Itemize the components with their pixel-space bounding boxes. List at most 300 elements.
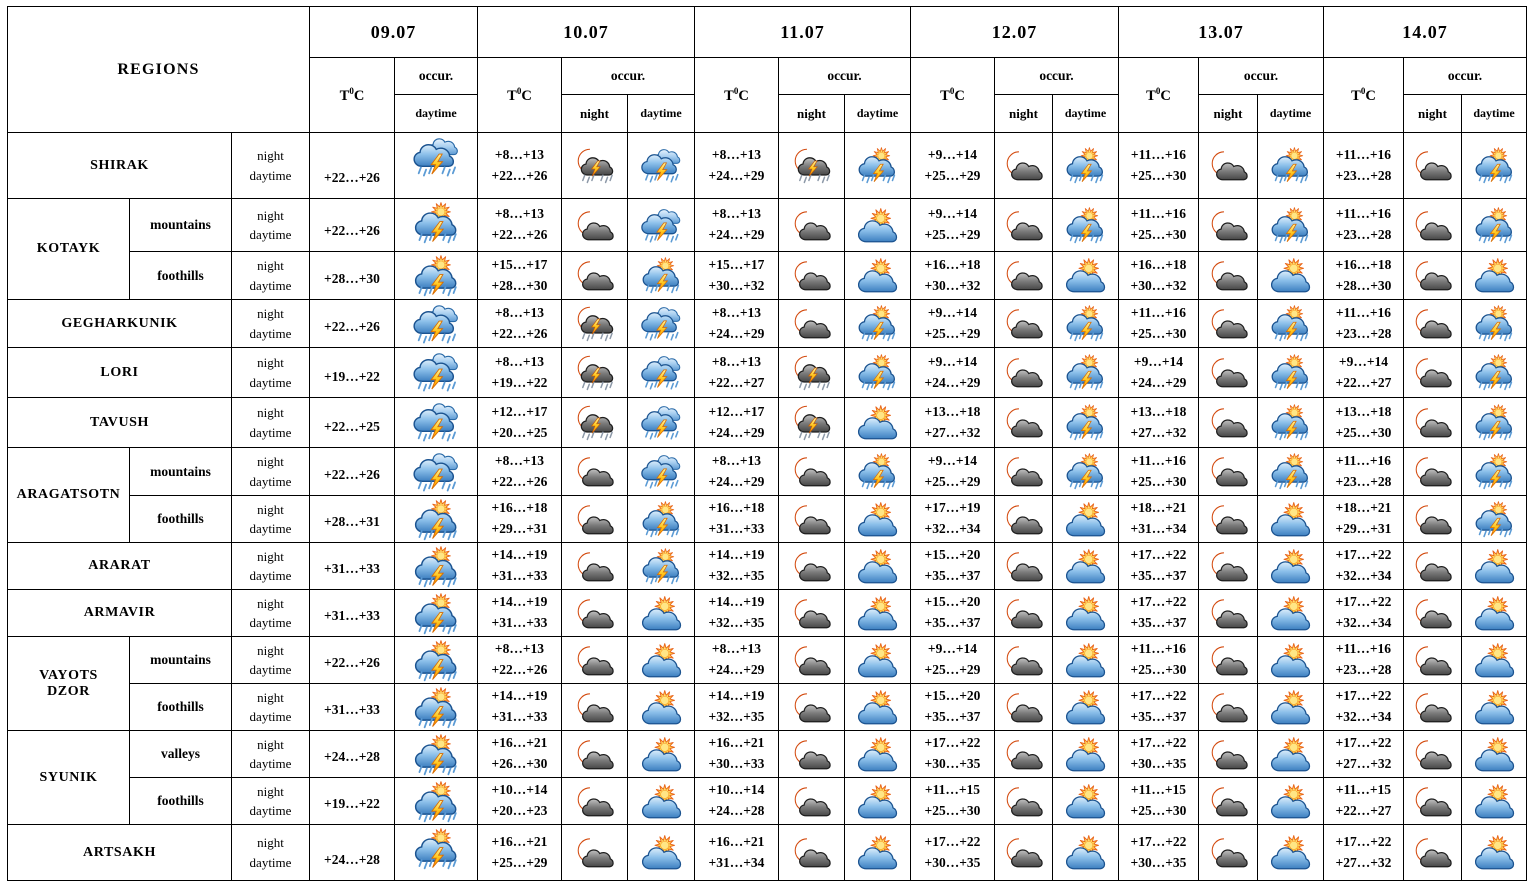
weather-cell [1199,496,1258,543]
night-cloud-icon [790,736,833,773]
night-daytime-label: night daytime [232,778,310,825]
night-cloud-icon [1002,354,1045,391]
weather-cell [1462,252,1527,300]
night-cloud-icon [1207,783,1250,820]
night-daytime-label: night daytime [232,825,310,881]
sun-thunderstorm-icon [412,546,461,588]
header-night: night [995,95,1053,133]
table-row [8,825,1527,881]
sun-thunderstorm-icon [640,257,683,294]
sun-thunderstorm-icon [412,828,461,870]
temp-cell: +19…+22 [310,778,395,825]
night-cloud-icon [1411,501,1454,538]
partly-cloudy-day-icon [1064,257,1107,294]
header-occur: occur. [995,58,1119,95]
weather-cell [1258,731,1324,778]
weather-cell [995,825,1053,881]
weather-cell [1053,590,1119,637]
sun-thunderstorm-icon [412,593,461,635]
night-cloud-icon [790,689,833,726]
night-cloud-icon [790,595,833,632]
weather-cell [628,133,695,199]
header-daytime: daytime [1053,95,1119,133]
table-row [8,637,1527,684]
region-kotayk: KOTAYK [8,199,130,300]
night-daytime-label: night daytime [232,252,310,300]
sun-thunderstorm-icon [412,499,461,541]
night-cloud-icon [790,501,833,538]
header-night: night [1404,95,1462,133]
region-lori: LORI [8,348,232,398]
temp-cell: +8…+13 +22…+26 [478,133,562,199]
weather-cell [779,684,845,731]
weather-cell [628,684,695,731]
partly-cloudy-day-icon [640,736,683,773]
header-date-10-07: 10.07 [478,7,695,58]
weather-cell [1404,199,1462,252]
sun-thunderstorm-icon [1269,305,1312,342]
weather-cell [1258,778,1324,825]
night-daytime-label: night daytime [232,300,310,348]
partly-cloudy-day-icon [1269,595,1312,632]
header-date-13-07: 13.07 [1119,7,1324,58]
weather-cell [628,590,695,637]
temp-cell: +24…+28 [310,825,395,881]
weather-cell [395,825,478,881]
night-cloud-icon [790,642,833,679]
night-thunderstorm-icon [790,404,833,441]
night-cloud-icon [1411,305,1454,342]
day-thunderstorm-icon [412,303,461,345]
night-daytime-label: night daytime [232,684,310,731]
temp-cell: +17…+22 +32…+34 [1324,543,1404,590]
weather-cell [1404,448,1462,496]
night-cloud-icon [1411,207,1454,244]
sun-thunderstorm-icon [1269,147,1312,184]
header-temp: $T^0C$ [911,58,995,133]
weather-cell [628,448,695,496]
weather-cell [1258,133,1324,199]
night-cloud-icon [790,305,833,342]
temp-cell: +31…+33 [310,684,395,731]
sun-thunderstorm-icon [412,202,461,244]
table-row [8,448,1527,496]
partly-cloudy-day-icon [1064,736,1107,773]
weather-cell [995,199,1053,252]
weather-cell [1462,825,1527,881]
night-cloud-icon [1207,689,1250,726]
header-temp: $T^0C$ [1324,58,1404,133]
partly-cloudy-day-icon [1064,783,1107,820]
weather-cell [1404,252,1462,300]
temp-cell: +14…+19 +31…+33 [478,684,562,731]
region-tavush: TAVUSH [8,398,232,448]
night-cloud-icon [1002,404,1045,441]
weather-cell [562,199,628,252]
weather-cell [845,543,911,590]
weather-cell [845,199,911,252]
night-cloud-icon [1207,147,1250,184]
weather-cell [779,448,845,496]
weather-cell [562,778,628,825]
partly-cloudy-day-icon [1473,689,1516,726]
partly-cloudy-day-icon [1473,834,1516,871]
sun-thunderstorm-icon [640,501,683,538]
partly-cloudy-day-icon [1473,642,1516,679]
header-regions: REGIONS [8,7,310,133]
temp-cell: +28…+31 [310,496,395,543]
sun-thunderstorm-icon [412,255,461,297]
temp-cell: +11…+15 +25…+30 [1119,778,1199,825]
sun-thunderstorm-icon [856,305,899,342]
temp-cell: +16…+21 +25…+29 [478,825,562,881]
night-cloud-icon [790,207,833,244]
partly-cloudy-day-icon [640,642,683,679]
night-cloud-icon [1411,404,1454,441]
header-temp: $T^0C$ [310,58,395,133]
weather-cell [1462,300,1527,348]
weather-cell [1199,778,1258,825]
night-cloud-icon [1002,305,1045,342]
weather-cell [1462,496,1527,543]
sun-thunderstorm-icon [856,453,899,490]
night-cloud-icon [1411,595,1454,632]
weather-cell [845,590,911,637]
day-thunderstorm-icon [640,404,683,441]
temp-cell: +11…+16 +23…+28 [1324,448,1404,496]
sun-thunderstorm-icon [1473,453,1516,490]
temp-cell: +22…+25 [310,398,395,448]
weather-cell [995,348,1053,398]
weather-cell [995,778,1053,825]
night-cloud-icon [1207,305,1250,342]
night-daytime-label: night daytime [232,543,310,590]
partly-cloudy-day-icon [1473,783,1516,820]
partly-cloudy-day-icon [856,548,899,585]
weather-cell [628,825,695,881]
region-aragatsotn: ARAGATSOTN [8,448,130,543]
weather-cell [395,684,478,731]
subregion-foothills: foothills [130,252,232,300]
header-occur: occur. [395,58,478,95]
partly-cloudy-day-icon [856,642,899,679]
night-cloud-icon [1002,595,1045,632]
weather-cell [1404,684,1462,731]
weather-cell [779,637,845,684]
weather-cell [1053,448,1119,496]
day-thunderstorm-icon [640,453,683,490]
weather-cell [562,348,628,398]
header-date-11-07: 11.07 [695,7,911,58]
weather-cell [395,398,478,448]
subregion-vayots-dzor-mountains: mountains [130,637,232,684]
temp-cell: +14…+19 +31…+33 [478,543,562,590]
temp-cell: +14…+19 +32…+35 [695,543,779,590]
header-daytime: daytime [628,95,695,133]
partly-cloudy-day-icon [1064,548,1107,585]
temp-cell: +15…+20 +35…+37 [911,684,995,731]
temp-cell: +17…+22 +32…+34 [1324,590,1404,637]
weather-cell [1199,348,1258,398]
sun-thunderstorm-icon [1064,404,1107,441]
temp-cell: +13…+18 +25…+30 [1324,398,1404,448]
weather-cell [395,133,478,199]
header-date-14-07: 14.07 [1324,7,1527,58]
night-cloud-icon [1207,207,1250,244]
night-cloud-icon [573,595,616,632]
weather-cell [779,825,845,881]
night-cloud-icon [1002,736,1045,773]
header-temp: $T^0C$ [695,58,779,133]
sun-thunderstorm-icon [1269,453,1312,490]
weather-cell [1258,496,1324,543]
weather-cell [395,448,478,496]
weather-cell [779,348,845,398]
temp-cell: +16…+21 +31…+34 [695,825,779,881]
temp-cell: +8…+13 +22…+26 [478,448,562,496]
weather-cell [628,348,695,398]
night-cloud-icon [1411,736,1454,773]
temp-cell: +31…+33 [310,590,395,637]
weather-cell [1258,543,1324,590]
temp-cell: +17…+22 +30…+35 [911,731,995,778]
night-cloud-icon [573,834,616,871]
temp-cell: +22…+26 [310,133,395,199]
weather-cell [1199,448,1258,496]
sun-thunderstorm-icon [1473,207,1516,244]
weather-cell [1462,590,1527,637]
temp-cell: +11…+16 +25…+30 [1119,133,1199,199]
partly-cloudy-day-icon [1269,783,1312,820]
partly-cloudy-day-icon [640,834,683,871]
temp-cell: +8…+13 +24…+29 [695,133,779,199]
weather-cell [995,398,1053,448]
weather-cell [995,252,1053,300]
weather-cell [628,252,695,300]
weather-cell [995,496,1053,543]
table-row [8,778,1527,825]
weather-cell [779,398,845,448]
weather-cell [395,637,478,684]
sun-thunderstorm-icon [1064,453,1107,490]
weather-cell [1462,684,1527,731]
header-occur: occur. [1199,58,1324,95]
partly-cloudy-day-icon [1064,689,1107,726]
weather-cell [995,133,1053,199]
night-thunderstorm-icon [573,305,616,342]
weather-cell [779,590,845,637]
weather-cell [1053,199,1119,252]
temp-cell: +13…+18 +27…+32 [911,398,995,448]
night-cloud-icon [1411,834,1454,871]
forecast-table [7,6,1527,881]
night-daytime-label: night daytime [232,637,310,684]
header-night: night [562,95,628,133]
partly-cloudy-day-icon [1269,548,1312,585]
temp-cell: +28…+30 [310,252,395,300]
weather-cell [1404,825,1462,881]
temp-cell: +17…+19 +32…+34 [911,496,995,543]
weather-cell [1199,543,1258,590]
night-cloud-icon [573,548,616,585]
sun-thunderstorm-icon [1269,207,1312,244]
region-gegharkunik: GEGHARKUNIK [8,300,232,348]
weather-cell [395,496,478,543]
weather-cell [1462,398,1527,448]
night-cloud-icon [1411,642,1454,679]
partly-cloudy-day-icon [856,834,899,871]
weather-cell [395,252,478,300]
partly-cloudy-day-icon [856,595,899,632]
weather-cell [779,543,845,590]
weather-cell [1258,348,1324,398]
header-temp: $T^0C$ [478,58,562,133]
weather-cell [628,398,695,448]
weather-cell [395,300,478,348]
header-daytime: daytime [1462,95,1527,133]
night-thunderstorm-icon [573,354,616,391]
sun-thunderstorm-icon [1064,305,1107,342]
night-cloud-icon [1207,834,1250,871]
sun-thunderstorm-icon [1064,207,1107,244]
weather-cell [1258,199,1324,252]
weather-cell [995,300,1053,348]
partly-cloudy-day-icon [856,207,899,244]
temp-cell: +18…+21 +29…+31 [1324,496,1404,543]
weather-cell [1053,300,1119,348]
partly-cloudy-day-icon [640,783,683,820]
weather-cell [562,543,628,590]
weather-cell [562,252,628,300]
weather-cell [1199,825,1258,881]
temp-cell: +12…+17 +24…+29 [695,398,779,448]
weather-cell [562,300,628,348]
day-thunderstorm-icon [640,207,683,244]
weather-cell [1053,637,1119,684]
weather-cell [1258,252,1324,300]
temp-cell: +14…+19 +32…+35 [695,590,779,637]
header-temp: $T^0C$ [1119,58,1199,133]
weather-cell [395,543,478,590]
temp-cell: +15…+20 +35…+37 [911,590,995,637]
partly-cloudy-day-icon [1064,595,1107,632]
temp-cell: +8…+13 +22…+26 [478,637,562,684]
sun-thunderstorm-icon [412,687,461,729]
sun-thunderstorm-icon [640,548,683,585]
weather-cell [995,543,1053,590]
temp-cell: +11…+16 +23…+28 [1324,300,1404,348]
weather-cell [562,496,628,543]
weather-cell [1053,684,1119,731]
weather-cell [1462,731,1527,778]
temp-cell: +9…+14 +25…+29 [911,133,995,199]
night-cloud-icon [1411,257,1454,294]
temp-cell: +17…+22 +30…+35 [1119,825,1199,881]
weather-cell [1404,133,1462,199]
temp-cell: +22…+26 [310,300,395,348]
weather-cell [779,731,845,778]
night-cloud-icon [1002,501,1045,538]
weather-cell [845,252,911,300]
night-cloud-icon [1207,736,1250,773]
weather-cell [395,348,478,398]
weather-cell [845,398,911,448]
temp-cell: +22…+26 [310,637,395,684]
temp-cell: +8…+13 +19…+22 [478,348,562,398]
weather-cell [779,133,845,199]
night-thunderstorm-icon [573,404,616,441]
weather-cell [1404,731,1462,778]
weather-cell [1199,252,1258,300]
temp-cell: +10…+14 +24…+28 [695,778,779,825]
night-cloud-icon [1411,147,1454,184]
table-row [8,731,1527,778]
table-row [8,684,1527,731]
weather-cell [845,825,911,881]
temp-cell: +11…+16 +25…+30 [1119,637,1199,684]
table-row [8,590,1527,637]
sun-thunderstorm-icon [1269,354,1312,391]
weather-cell [1199,133,1258,199]
weather-cell [1199,300,1258,348]
night-thunderstorm-icon [790,354,833,391]
header-date-09-07: 09.07 [310,7,478,58]
temp-cell: +16…+21 +26…+30 [478,731,562,778]
night-cloud-icon [1002,548,1045,585]
temp-cell: +8…+13 +22…+27 [695,348,779,398]
night-cloud-icon [573,783,616,820]
night-cloud-icon [1207,354,1250,391]
temp-cell: +14…+19 +31…+33 [478,590,562,637]
weather-cell [845,496,911,543]
night-cloud-icon [790,453,833,490]
table-row [8,252,1527,300]
temp-cell: +16…+18 +31…+33 [695,496,779,543]
weather-cell [628,778,695,825]
weather-cell [1462,199,1527,252]
subregion-foothills: foothills [130,496,232,543]
night-cloud-icon [790,548,833,585]
temp-cell: +17…+22 +27…+32 [1324,731,1404,778]
temp-cell: +8…+13 +22…+26 [478,300,562,348]
partly-cloudy-day-icon [1473,736,1516,773]
header-occur: occur. [779,58,911,95]
night-daytime-label: night daytime [232,348,310,398]
weather-cell [628,543,695,590]
table-row [8,199,1527,252]
weather-cell [845,637,911,684]
weather-cell [1053,825,1119,881]
table-row [8,398,1527,448]
temp-cell: +22…+26 [310,448,395,496]
night-cloud-icon [1207,257,1250,294]
partly-cloudy-day-icon [1269,257,1312,294]
region-shirak: SHIRAK [8,133,232,199]
weather-cell [1053,398,1119,448]
weather-cell [845,731,911,778]
header-occur: occur. [1404,58,1527,95]
temp-cell: +22…+26 [310,199,395,252]
temp-cell: +8…+13 +24…+29 [695,199,779,252]
weather-cell [1053,778,1119,825]
weather-cell [562,731,628,778]
header-daytime: daytime [395,95,478,133]
partly-cloudy-day-icon [1473,595,1516,632]
partly-cloudy-day-icon [856,736,899,773]
night-cloud-icon [1207,453,1250,490]
night-cloud-icon [1411,453,1454,490]
night-cloud-icon [573,501,616,538]
